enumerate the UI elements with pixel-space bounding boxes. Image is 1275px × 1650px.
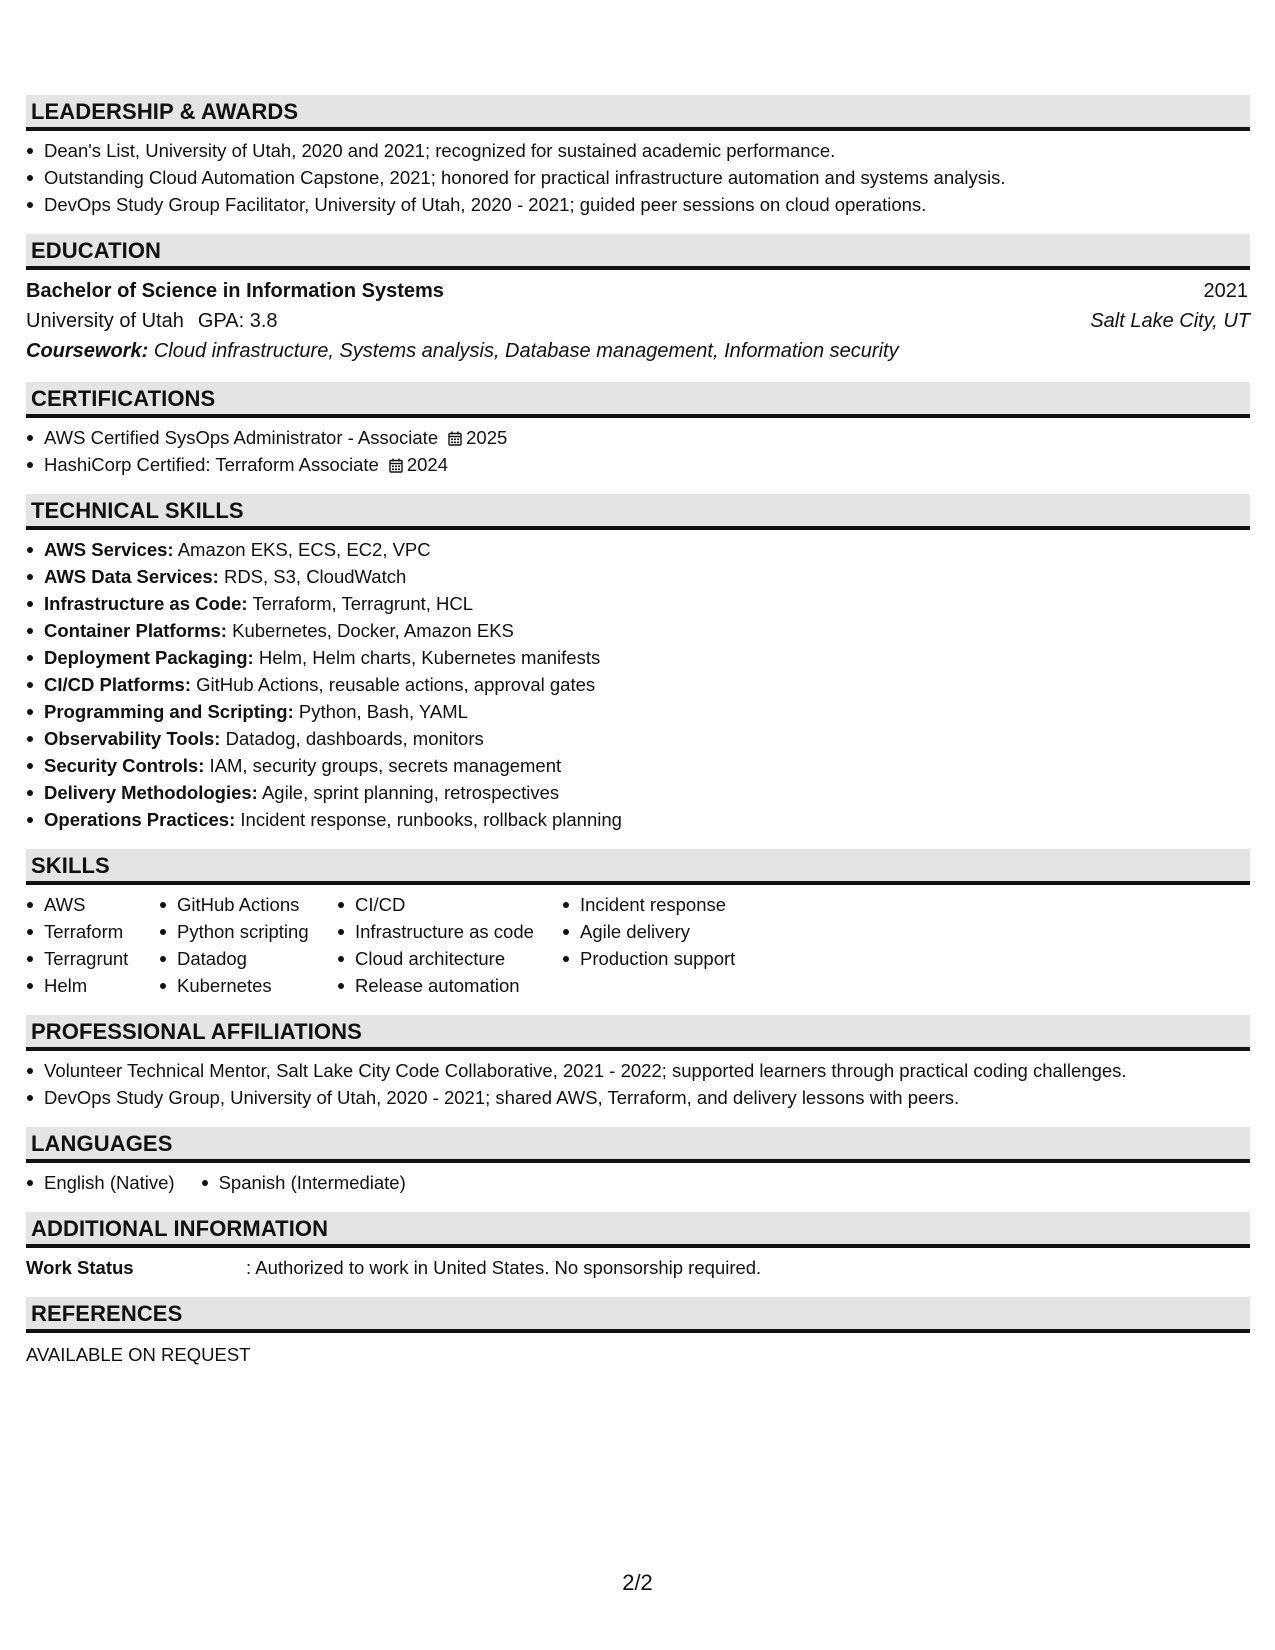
- languages-title: LANGUAGES: [31, 1131, 173, 1156]
- skill-values: Amazon EKS, ECS, EC2, VPC: [177, 539, 431, 560]
- school-location: Salt Lake City, UT: [1090, 310, 1250, 332]
- references-header: [26, 1297, 1250, 1333]
- skill-values: GitHub Actions, reusable actions, approval gates: [196, 674, 596, 695]
- list-item: Terraform: [44, 918, 159, 945]
- certification-year: 2025: [466, 427, 508, 448]
- leadership-list: [26, 137, 1250, 218]
- affiliations-section: [26, 1015, 1250, 1111]
- resume-page: [26, 95, 1250, 1384]
- graduation-year: 2021: [1203, 280, 1248, 302]
- list-item: [44, 424, 1250, 451]
- affiliations-header: [26, 1015, 1250, 1051]
- list-item: AWS: [44, 891, 159, 918]
- technical-skills-section: [26, 494, 1250, 833]
- list-item: Terragrunt: [44, 945, 159, 972]
- work-status-row: [26, 1254, 1250, 1281]
- gpa: GPA: 3.8: [197, 310, 278, 332]
- skill-values: Python, Bash, YAML: [298, 701, 468, 722]
- skill-values: Datadog, dashboards, monitors: [225, 728, 484, 749]
- technical-skills-title: TECHNICAL SKILLS: [31, 498, 244, 523]
- skill-category: Delivery Methodologies:: [44, 782, 258, 803]
- skill-category: CI/CD Platforms:: [44, 674, 191, 695]
- skill-values: RDS, S3, CloudWatch: [223, 566, 407, 587]
- coursework-label: Coursework:: [26, 340, 149, 362]
- skills-column: [26, 891, 159, 999]
- list-item: Dean's List, University of Utah, 2020 and 2021; recognized for sustained academic performance.: [44, 137, 1250, 164]
- list-item: DevOps Study Group, University of Utah, 2020 - 2021; shared AWS, Terraform, and delivery lessons with peers.: [44, 1084, 1250, 1111]
- list-item: Kubernetes: [177, 972, 337, 999]
- calendar-icon: [448, 431, 462, 446]
- list-item: Infrastructure as code: [355, 918, 562, 945]
- languages-section: [26, 1127, 1250, 1196]
- list-item: [44, 590, 1250, 617]
- certifications-header: [26, 382, 1250, 418]
- skills-section: [26, 849, 1250, 999]
- skill-values: Kubernetes, Docker, Amazon EKS: [232, 620, 514, 641]
- skill-values: Helm, Helm charts, Kubernetes manifests: [258, 647, 601, 668]
- skill-values: IAM, security groups, secrets management: [209, 755, 562, 776]
- list-item: DevOps Study Group Facilitator, University of Utah, 2020 - 2021; guided peer sessions on cloud operations.: [44, 191, 1250, 218]
- education-section: [26, 234, 1250, 366]
- technical-skills-header: [26, 494, 1250, 530]
- list-item: [44, 698, 1250, 725]
- skill-values: Terraform, Terragrunt, HCL: [252, 593, 474, 614]
- skills-grid: [26, 891, 1250, 999]
- list-item: Release automation: [355, 972, 562, 999]
- skill-category: Infrastructure as Code:: [44, 593, 248, 614]
- calendar-icon: [389, 458, 403, 473]
- skills-title: SKILLS: [31, 853, 110, 878]
- list-item: Python scripting: [177, 918, 337, 945]
- skills-header: [26, 849, 1250, 885]
- list-item: [44, 536, 1250, 563]
- references-text: AVAILABLE ON REQUEST: [26, 1344, 251, 1365]
- list-item: Cloud architecture: [355, 945, 562, 972]
- certifications-list: [26, 424, 1250, 478]
- list-item: Helm: [44, 972, 159, 999]
- list-item: [44, 806, 1250, 833]
- languages-list: [26, 1169, 1250, 1196]
- list-item: [44, 617, 1250, 644]
- coursework: [26, 336, 1250, 366]
- skills-column: [159, 891, 337, 999]
- skill-category: Deployment Packaging:: [44, 647, 254, 668]
- education-header: [26, 234, 1250, 270]
- skill-category: Programming and Scripting:: [44, 701, 294, 722]
- certification-name: AWS Certified SysOps Administrator - Associate: [44, 427, 439, 448]
- languages-header: [26, 1127, 1250, 1163]
- list-item: Incident response: [580, 891, 780, 918]
- additional-info-title: ADDITIONAL INFORMATION: [31, 1216, 329, 1241]
- leadership-section: [26, 95, 1250, 218]
- skill-category: Operations Practices:: [44, 809, 236, 830]
- technical-skills-list: [26, 536, 1250, 833]
- list-item: Volunteer Technical Mentor, Salt Lake City Code Collaborative, 2021 - 2022; supported learners through practical coding challenges.: [44, 1057, 1250, 1084]
- list-item: Spanish (Intermediate): [201, 1169, 406, 1196]
- list-item: [44, 563, 1250, 590]
- certification-year: 2024: [406, 454, 448, 475]
- certifications-title: CERTIFICATIONS: [31, 386, 216, 411]
- affiliations-title: PROFESSIONAL AFFILIATIONS: [31, 1019, 362, 1044]
- skills-column: [562, 891, 780, 999]
- affiliations-list: [26, 1057, 1250, 1111]
- list-item: [44, 725, 1250, 752]
- list-item: [44, 752, 1250, 779]
- school-name: University of Utah: [26, 310, 184, 332]
- skill-category: AWS Services:: [44, 539, 174, 560]
- work-status-label: Work Status: [26, 1257, 134, 1278]
- skill-category: Container Platforms:: [44, 620, 227, 641]
- list-item: Outstanding Cloud Automation Capstone, 2021; honored for practical infrastructure automation and systems analysis.: [44, 164, 1250, 191]
- skill-values: Agile, sprint planning, retrospectives: [261, 782, 560, 803]
- skill-category: AWS Data Services:: [44, 566, 219, 587]
- skill-values: Incident response, runbooks, rollback planning: [240, 809, 622, 830]
- leadership-header: [26, 95, 1250, 131]
- list-item: GitHub Actions: [177, 891, 337, 918]
- certifications-section: [26, 382, 1250, 478]
- degree-name: Bachelor of Science in Information Systems: [26, 280, 444, 302]
- skills-column: [337, 891, 562, 999]
- skill-category: Security Controls:: [44, 755, 205, 776]
- education-title: EDUCATION: [31, 238, 162, 263]
- list-item: [44, 779, 1250, 806]
- additional-info-section: [26, 1212, 1250, 1281]
- list-item: [44, 671, 1250, 698]
- page-number: 2/2: [622, 1570, 653, 1595]
- list-item: Production support: [580, 945, 780, 972]
- list-item: CI/CD: [355, 891, 562, 918]
- list-item: English (Native): [26, 1169, 175, 1196]
- coursework-value: Cloud infrastructure, Systems analysis, Database management, Information security: [153, 340, 899, 362]
- list-item: Datadog: [177, 945, 337, 972]
- list-item: [44, 644, 1250, 671]
- list-item: Agile delivery: [580, 918, 780, 945]
- work-status-value: : Authorized to work in United States. No sponsorship required.: [246, 1257, 762, 1278]
- list-item: [44, 451, 1250, 478]
- references-section: [26, 1297, 1250, 1368]
- references-title: REFERENCES: [31, 1301, 183, 1326]
- certification-name: HashiCorp Certified: Terraform Associate: [44, 454, 379, 475]
- skill-category: Observability Tools:: [44, 728, 221, 749]
- education-entry: [26, 276, 1250, 366]
- additional-info-header: [26, 1212, 1250, 1248]
- leadership-title: LEADERSHIP & AWARDS: [31, 99, 299, 124]
